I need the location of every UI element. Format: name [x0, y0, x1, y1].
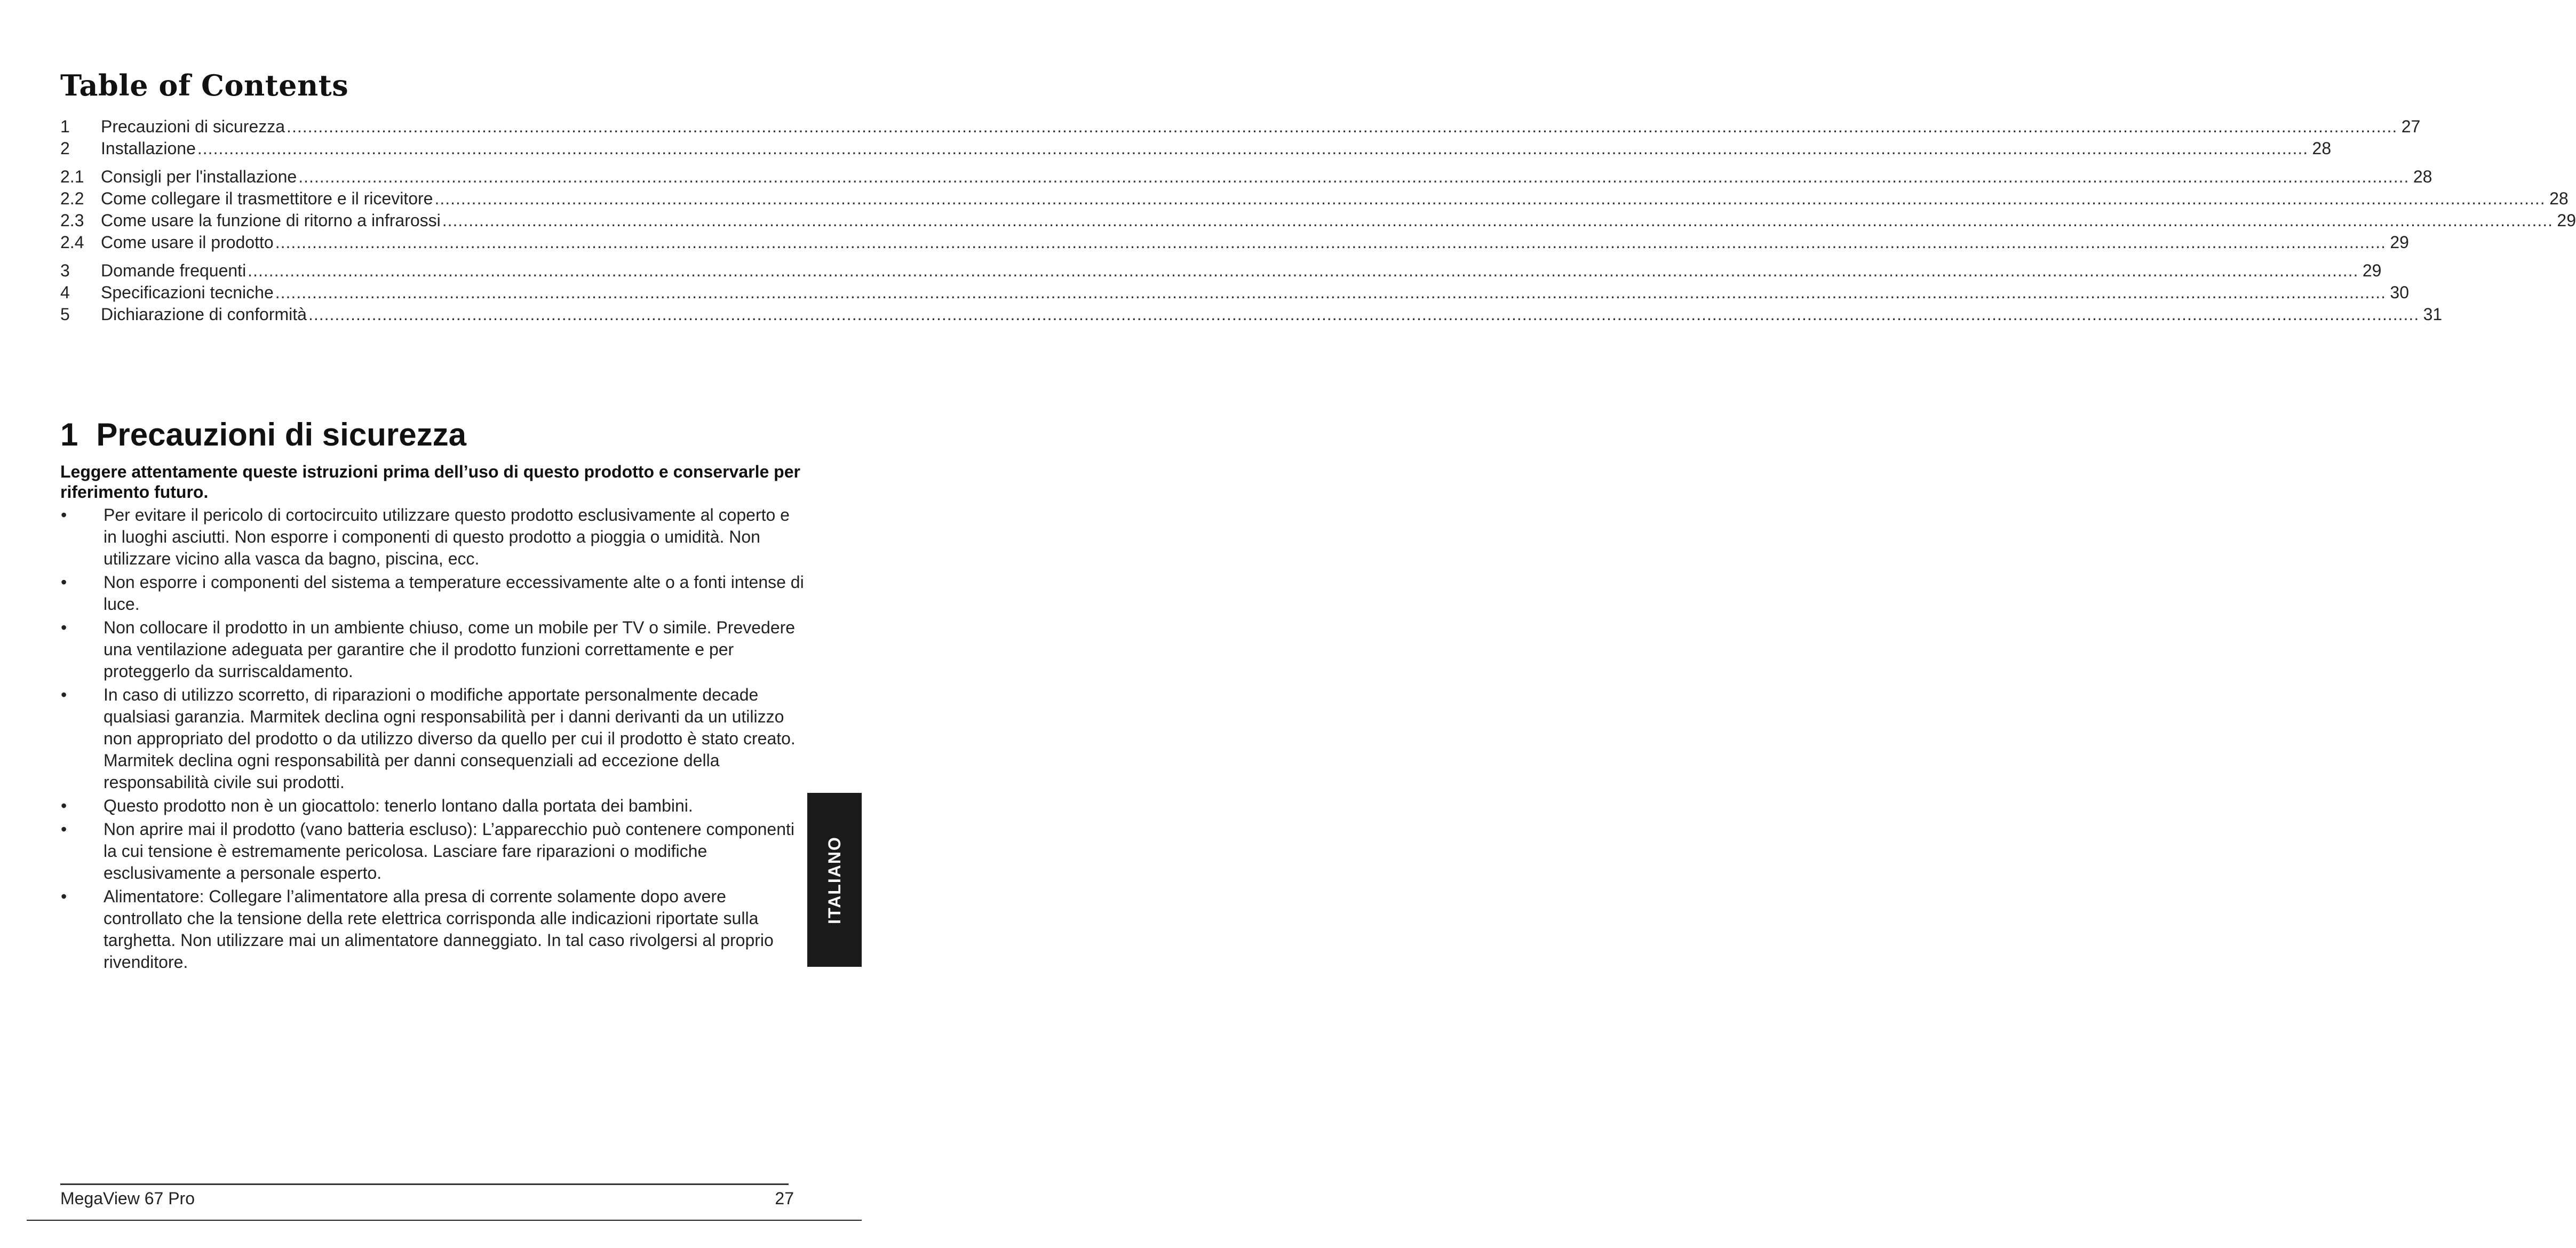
toc-entry[interactable]: [60, 116, 2421, 138]
section-title: Precauzioni di sicurezza: [96, 417, 466, 452]
bullet-icon: •: [61, 505, 67, 524]
list-item-text: In caso di utilizzo scorretto, di riparazioni o modifiche apportate personalmente decade qualsiasi garanzia. Marmitek declina ogni responsabilità per i danni derivanti da un utilizzo non appropriato del prodotto o da utilizzo diverso da quello per cui il prodotto è stato creato. Marmitek declina ogni responsabilità per danni consequenziali ad eccezione della responsabilità civile sui prodotti.: [104, 685, 796, 792]
toc-entry-number: 5: [60, 305, 70, 324]
list-item: [60, 684, 805, 793]
toc-entry-title: Come usare la funzione di ritorno a infrarossi: [101, 211, 441, 230]
toc-entry-number: 2.3: [60, 211, 84, 230]
toc-entry-title: Precauzioni di sicurezza: [101, 117, 285, 136]
toc-entry-page: 27: [2401, 117, 2421, 136]
toc-entry-page: 31: [2423, 305, 2443, 324]
toc-entry-page: 28: [2549, 189, 2569, 208]
bullet-icon: •: [61, 573, 67, 592]
toc-entry[interactable]: [60, 188, 2569, 210]
toc-dot-leader: ................................................................................................................................................................................................................................................................................................................................................................................................................: [275, 233, 2386, 252]
toc-entry-number: 2.2: [60, 189, 84, 208]
toc-dot-leader: ................................................................................................................................................................................................................................................................................................................................................................................................................: [248, 261, 2359, 280]
toc-entry[interactable]: [60, 282, 2409, 304]
list-item-text: Alimentatore: Collegare l’alimentatore alla presa di corrente solamente dopo avere controllato che la tensione della rete elettrica corrisponda alle indicazioni riportate sulla targhetta. Non utilizzare mai un alimentatore danneggiato. In tal caso rivolgersi al proprio rivenditore.: [104, 887, 774, 972]
list-item-text: Non collocare il prodotto in un ambiente chiuso, come un mobile per TV o simile. Prevedere una ventilazione adeguata per garantire che il prodotto funzioni correttamente e per proteggerlo da surriscaldamento.: [104, 618, 796, 681]
toc-entry[interactable]: [60, 260, 2382, 282]
safety-bullet-list: [60, 504, 805, 975]
bullet-icon: •: [61, 618, 67, 637]
list-item: [60, 795, 805, 817]
footer-bottom-divider: [27, 1220, 862, 1221]
toc-dot-leader: ................................................................................................................................................................................................................................................................................................................................................................................................................: [287, 117, 2398, 136]
list-item-text: Non aprire mai il prodotto (vano batteria escluso): L’apparecchio può contenere componenti la cui tensione è estremamente pericolosa. Lasciare fare riparazioni o modifiche esclusivamente a personale esperto.: [104, 820, 794, 883]
toc-entry-number: 4: [60, 283, 70, 302]
toc-entry-number: 1: [60, 117, 70, 136]
section-heading: [60, 416, 466, 453]
list-item: [60, 818, 805, 884]
table-of-contents: [60, 116, 2576, 325]
toc-dot-leader: ................................................................................................................................................................................................................................................................................................................................................................................................................: [197, 139, 2309, 158]
toc-entry[interactable]: [60, 210, 2576, 232]
toc-dot-leader: ................................................................................................................................................................................................................................................................................................................................................................................................................: [275, 283, 2386, 302]
toc-entry-title: Specificazioni tecniche: [101, 283, 274, 302]
toc-entry-number: 3: [60, 261, 70, 280]
toc-entry-number: 2: [60, 139, 70, 158]
toc-entry-page: 29: [2390, 233, 2409, 252]
list-item-text: Questo prodotto non è un giocattolo: tenerlo lontano dalla portata dei bambini.: [104, 796, 693, 815]
toc-title: Table of Contents: [60, 68, 349, 102]
list-item-text: Non esporre i componenti del sistema a temperature eccessivamente alte o a fonti intense di luce.: [104, 573, 804, 614]
toc-entry[interactable]: [60, 166, 2432, 188]
footer-divider: [60, 1183, 789, 1185]
bullet-icon: •: [61, 820, 67, 839]
toc-entry-title: Consigli per l'installazione: [101, 167, 297, 186]
toc-dot-leader: ................................................................................................................................................................................................................................................................................................................................................................................................................: [434, 189, 2546, 208]
toc-entry-page: 30: [2390, 283, 2409, 302]
toc-dot-leader: ................................................................................................................................................................................................................................................................................................................................................................................................................: [308, 305, 2420, 324]
toc-entry-page: 29: [2362, 261, 2382, 280]
footer-page-number: 27: [775, 1189, 794, 1208]
list-item: [60, 504, 805, 570]
language-tab-label: ITALIANO: [824, 836, 844, 924]
toc-entry[interactable]: [60, 232, 2409, 253]
language-side-tab: [807, 793, 862, 967]
toc-entry[interactable]: [60, 304, 2443, 325]
list-item: [60, 571, 805, 615]
section-number: 1: [60, 417, 78, 452]
bullet-icon: •: [61, 685, 67, 704]
bullet-icon: •: [61, 887, 67, 906]
list-item-text: Per evitare il pericolo di cortocircuito utilizzare questo prodotto esclusivamente al coperto e in luoghi asciutti. Non esporre i componenti di questo prodotto a pioggia o umidità. Non utilizzare vicino alla vasca da bagno, piscina, ecc.: [104, 505, 790, 568]
toc-dot-leader: ................................................................................................................................................................................................................................................................................................................................................................................................................: [298, 167, 2410, 186]
list-item: [60, 886, 805, 973]
bullet-icon: •: [61, 796, 67, 815]
footer-product-name: MegaView 67 Pro: [60, 1189, 195, 1208]
toc-entry-title: Dichiarazione di conformità: [101, 305, 307, 324]
toc-entry-number: 2.1: [60, 167, 84, 186]
toc-entry-page: 28: [2312, 139, 2332, 158]
toc-entry-page: 28: [2413, 167, 2432, 186]
toc-entry-title: Installazione: [101, 139, 196, 158]
toc-entry-number: 2.4: [60, 233, 84, 252]
toc-entry-title: Domande frequenti: [101, 261, 247, 280]
list-item: [60, 617, 805, 682]
toc-dot-leader: ................................................................................................................................................................................................................................................................................................................................................................................................................: [442, 211, 2553, 230]
section-lead: Leggere attentamente queste istruzioni prima dell’uso di questo prodotto e conservarle per riferimento futuro.: [60, 462, 800, 502]
toc-entry[interactable]: [60, 138, 2332, 160]
toc-entry-title: Come usare il prodotto: [101, 233, 274, 252]
toc-entry-title: Come collegare il trasmettitore e il ricevitore: [101, 189, 433, 208]
toc-entry-page: 29: [2557, 211, 2576, 230]
